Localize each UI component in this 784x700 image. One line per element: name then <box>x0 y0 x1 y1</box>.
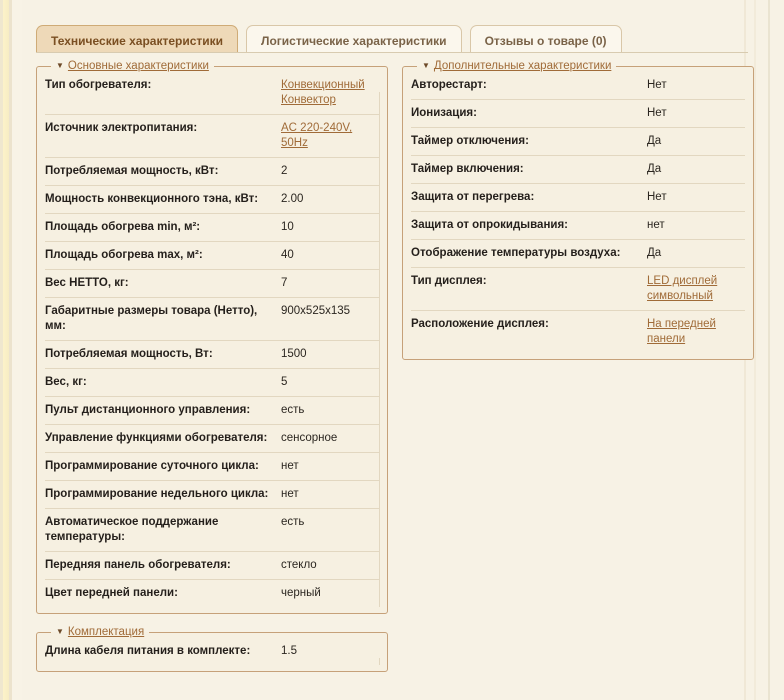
spec-value-link[interactable]: Конвекционный Конвектор <box>281 79 365 106</box>
table-row <box>45 341 379 369</box>
spec-value: сенсорное <box>281 425 379 453</box>
spec-value-cell <box>281 72 379 115</box>
spec-value: 2 <box>281 158 379 186</box>
spec-key: Тип дисплея: <box>411 268 647 311</box>
spec-panel <box>36 60 388 614</box>
spec-value: есть <box>281 397 379 425</box>
panel-legend[interactable] <box>51 626 149 638</box>
table-row <box>411 72 745 100</box>
spec-key: Отображение температуры воздуха: <box>411 240 647 268</box>
spec-key: Таймер отключения: <box>411 128 647 156</box>
spec-value: Да <box>647 128 745 156</box>
table-row <box>45 552 379 580</box>
spec-key: Габаритные размеры товара (Нетто), мм: <box>45 298 281 341</box>
spec-value: есть <box>281 509 379 552</box>
spec-key: Авторестарт: <box>411 72 647 100</box>
spec-key: Расположение дисплея: <box>411 318 549 330</box>
spec-table <box>45 638 379 665</box>
tab-2[interactable]: Отзывы о товаре (0) <box>470 25 622 53</box>
table-row <box>45 509 379 552</box>
spec-key: Пульт дистанционного управления: <box>45 397 281 425</box>
spec-value: Нет <box>647 184 745 212</box>
spec-panel <box>402 60 754 360</box>
tab-1[interactable]: Логистические характеристики <box>246 25 462 53</box>
spec-value: Нет <box>647 72 745 100</box>
spec-value: Да <box>647 156 745 184</box>
spec-key: Передняя панель обогревателя: <box>45 552 281 580</box>
spec-key: Площадь обогрева min, м²: <box>45 214 281 242</box>
spec-value: 10 <box>281 214 379 242</box>
spec-value: 7 <box>281 270 379 298</box>
table-row <box>45 425 379 453</box>
spec-value-link[interactable]: AC 220-240V, 50Hz <box>281 122 353 149</box>
table-row <box>45 72 379 115</box>
spec-key: Программирование недельного цикла: <box>45 481 281 509</box>
panel-legend[interactable] <box>51 60 214 72</box>
spec-key: Мощность конвекционного тэна, кВт: <box>45 186 281 214</box>
table-right-rule <box>379 92 380 607</box>
tab-bar <box>36 25 622 53</box>
spec-key: Потребляемая мощность, Вт: <box>45 341 281 369</box>
right-column <box>402 60 754 372</box>
table-row <box>411 268 745 311</box>
table-row <box>45 186 379 214</box>
table-row <box>411 240 745 268</box>
spec-key: Ионизация: <box>411 100 647 128</box>
spec-key: Автоматическое поддержание температуры: <box>45 509 281 552</box>
table-row <box>411 128 745 156</box>
spec-value: нет <box>647 212 745 240</box>
table-row <box>45 158 379 186</box>
table-row <box>411 100 745 128</box>
spec-key: Таймер включения: <box>411 156 647 184</box>
spec-key: Цвет передней панели: <box>45 587 178 599</box>
table-right-rule <box>379 658 380 665</box>
spec-value-link[interactable]: LED дисплей символьный <box>647 275 718 302</box>
spec-key: Защита от опрокидывания: <box>411 212 647 240</box>
panel-legend-label[interactable]: Основные характеристики <box>67 60 209 72</box>
left-column <box>36 60 388 684</box>
table-row <box>45 638 379 665</box>
table-row <box>45 369 379 397</box>
spec-value: нет <box>281 481 379 509</box>
spec-key: Площадь обогрева max, м²: <box>45 242 281 270</box>
tab-bar-underline <box>36 52 748 53</box>
spec-key: Источник электропитания: <box>45 115 281 158</box>
table-row <box>45 298 379 341</box>
table-row <box>411 184 745 212</box>
table-row <box>411 212 745 240</box>
panel-legend-label[interactable]: Комплектация <box>67 626 145 638</box>
panel-legend[interactable] <box>417 60 616 72</box>
spec-key: Вес НЕТТО, кг: <box>45 270 281 298</box>
spec-key: Защита от перегрева: <box>411 184 647 212</box>
spec-value: 5 <box>281 369 379 397</box>
chevron-down-icon[interactable]: ▼ <box>422 61 430 70</box>
table-row <box>45 270 379 298</box>
spec-value: 40 <box>281 242 379 270</box>
table-row <box>411 311 745 354</box>
spec-key: Программирование суточного цикла: <box>45 453 281 481</box>
spec-key: Управление функциями обогревателя: <box>45 425 281 453</box>
spec-key: Тип обогревателя: <box>45 72 281 115</box>
spec-value: Нет <box>647 100 745 128</box>
spec-value: Да <box>647 240 745 268</box>
table-row <box>45 242 379 270</box>
spec-value-cell <box>281 115 379 158</box>
spec-key: Вес, кг: <box>45 369 281 397</box>
table-row <box>45 453 379 481</box>
tab-0[interactable]: Технические характеристики <box>36 25 238 53</box>
spec-value: черный <box>281 587 321 599</box>
table-row <box>45 214 379 242</box>
spec-panel <box>36 626 388 672</box>
spec-table <box>45 72 379 607</box>
spec-value-cell <box>647 268 745 311</box>
chevron-down-icon[interactable]: ▼ <box>56 61 64 70</box>
table-row <box>45 115 379 158</box>
spec-value: 900x525x135 <box>281 298 379 341</box>
table-row <box>45 580 379 608</box>
spec-value: нет <box>281 453 379 481</box>
spec-value: 1.5 <box>281 645 297 657</box>
spec-value: 1500 <box>281 341 379 369</box>
spec-value: стекло <box>281 552 379 580</box>
spec-value: 2.00 <box>281 186 379 214</box>
spec-value-cell <box>647 311 745 354</box>
table-row <box>411 156 745 184</box>
table-row <box>45 397 379 425</box>
spec-key: Длина кабеля питания в комплекте: <box>45 645 251 657</box>
panel-legend-label[interactable]: Дополнительные характеристики <box>433 60 612 72</box>
spec-value-link[interactable]: На передней панели <box>647 318 716 345</box>
table-row <box>45 481 379 509</box>
chevron-down-icon[interactable]: ▼ <box>56 627 64 636</box>
spec-key: Потребляемая мощность, кВт: <box>45 158 281 186</box>
spec-table <box>411 72 745 353</box>
